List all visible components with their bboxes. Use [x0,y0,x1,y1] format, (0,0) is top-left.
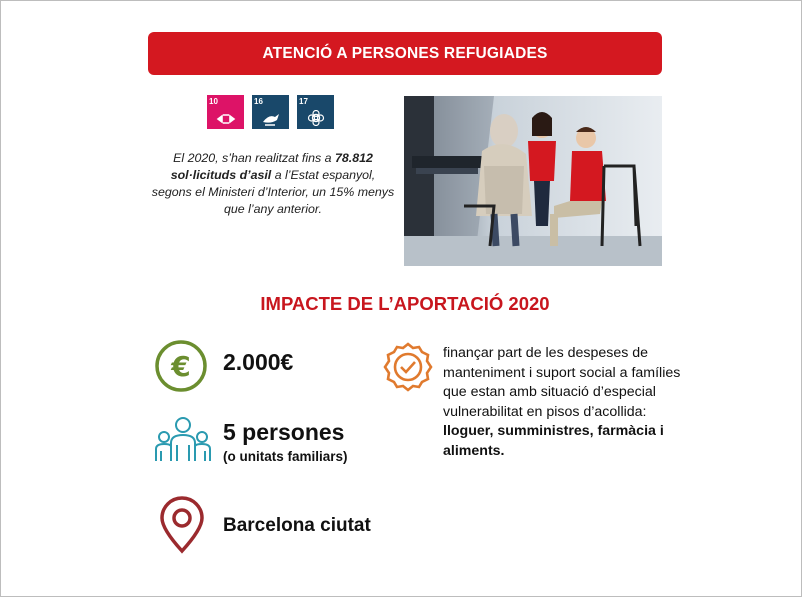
asylum-count: 78.812 sol·licituds d’asil [170,151,373,182]
sdg-16-icon: 16 [252,95,289,129]
impact-description: finançar part de les despeses de manteniment i suport social a famílies que estan amb situació d’especial vulnerabilitat en pisos d’acollida: lloguer, sumministres, farmàcia i aliments. [443,345,681,459]
check-badge-icon [382,341,434,398]
sdg-17-icon: 17 [297,95,334,129]
svg-text:€: € [171,350,191,383]
euro-icon [154,339,208,398]
people-note: (o unitats familiars) [223,449,348,464]
people-icon [154,415,212,468]
location-pin-icon [159,496,205,559]
location-value: Barcelona ciutat [223,515,371,536]
description-highlight: lloguer, sumministres, farmàcia i aliments. [443,423,664,459]
amount-value: 2.000€ [223,349,294,375]
sdg-10-icon: 10 [207,95,244,129]
banner-title: ATENCIÓ A PERSONES REFUGIADES [262,44,548,62]
people-count: 5 persones [223,419,345,445]
impact-heading: IMPACTE DE L’APORTACIÓ 2020 [260,293,550,314]
title-banner [148,32,662,75]
refugee-assistance-photo [404,96,662,266]
intro-text: El 2020, s’han realitzat fins a 78.812 sol·licituds d’asil a l’Estat espanyol, segons el Ministeri d’Interior, un 15% menys que l’any anterior. [151,151,395,216]
